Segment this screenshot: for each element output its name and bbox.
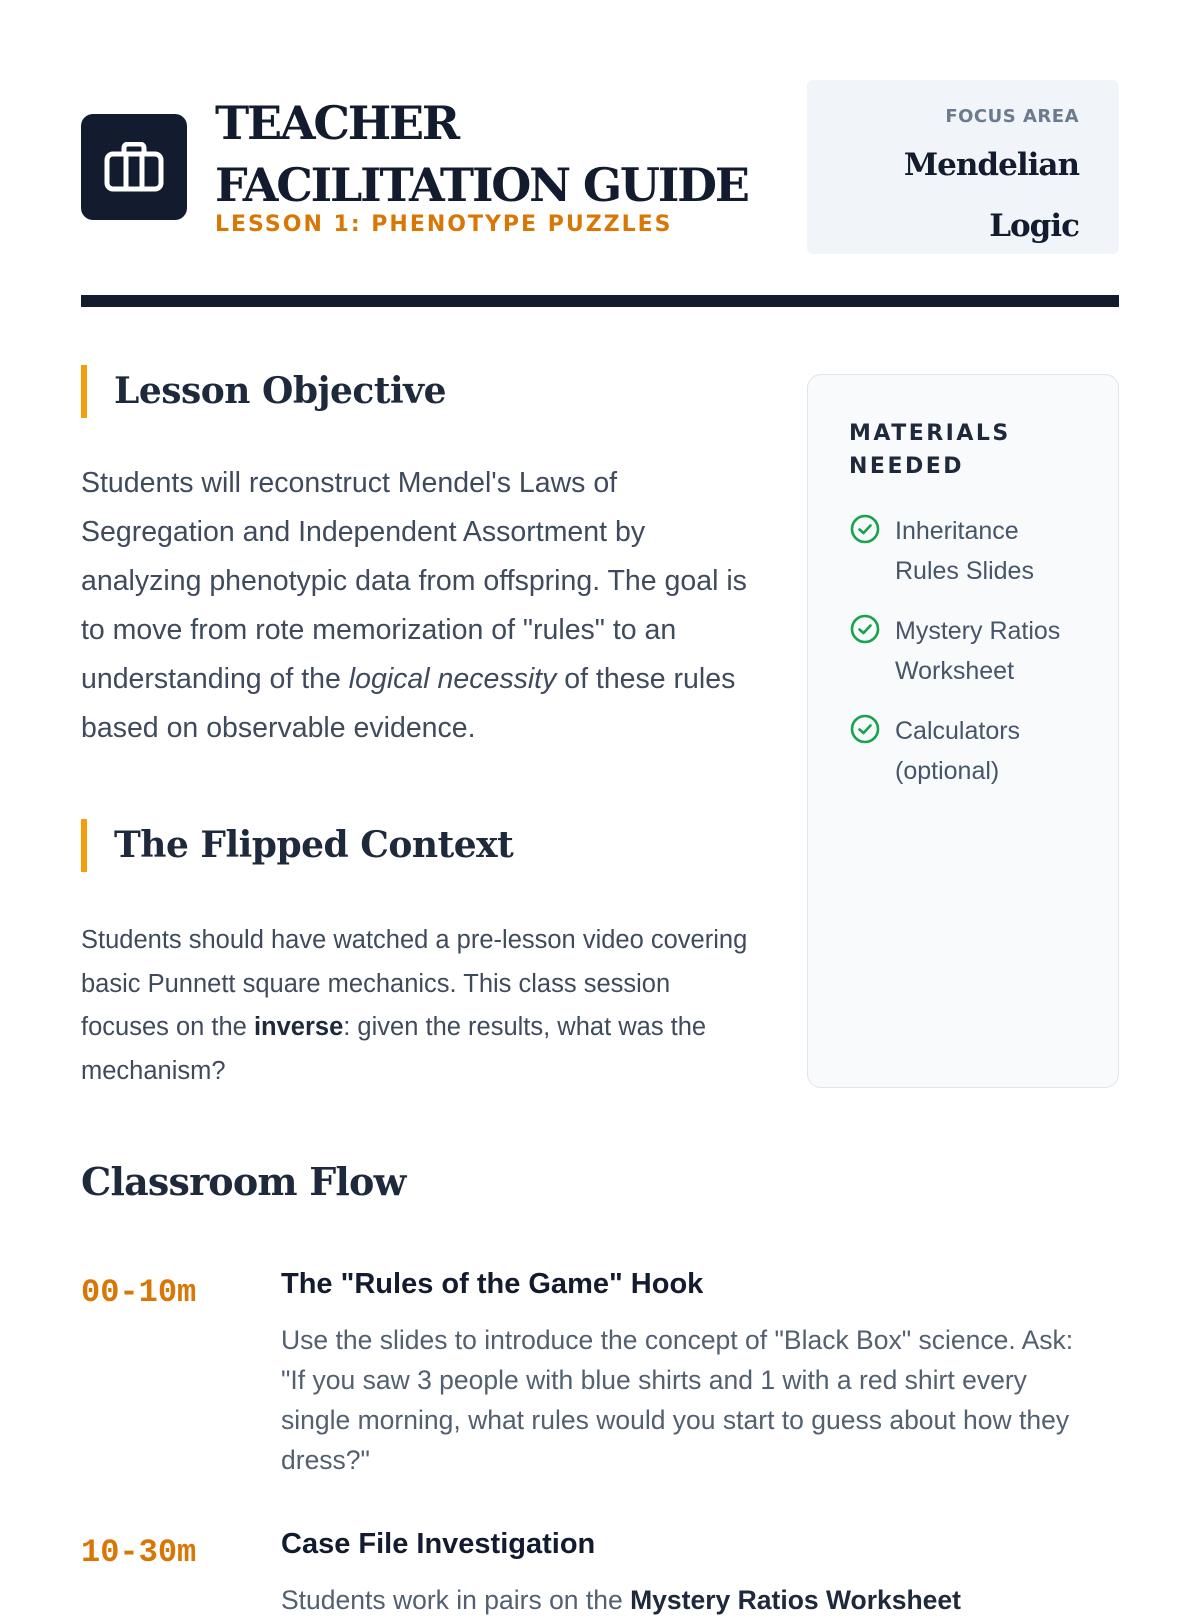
material-item-label: Mystery Ratios Worksheet	[895, 617, 1061, 685]
material-item-label: Calculators (optional)	[895, 717, 1021, 785]
flipped-text: Students should have watched a pre-lesson video covering basic Punnett square mechanics. This class session focuses on the inverse: given the results, what was the mechanism?	[81, 926, 748, 1085]
flow-step-time: 00-10m	[81, 1274, 197, 1311]
flipped-heading: The Flipped Context	[81, 819, 513, 872]
lesson-subtitle: LESSON 1: PHENOTYPE PUZZLES	[215, 212, 673, 237]
page-title: TEACHER FACILITATION GUIDE	[215, 96, 748, 212]
briefcase-icon	[81, 114, 187, 220]
material-item-label: Inheritance Rules Slides	[895, 517, 1034, 585]
overview-section	[81, 307, 1119, 1093]
objective-heading: Lesson Objective	[81, 365, 446, 418]
flow-step-bold: Mystery Ratios Worksheet	[630, 1585, 961, 1615]
flow-step-heading: Case File Investigation	[281, 1528, 596, 1560]
material-item	[849, 611, 1088, 691]
material-item	[849, 511, 1088, 591]
focus-area-value: Mendelian Logic	[903, 147, 1079, 244]
header-divider	[81, 295, 1119, 307]
check-circle-icon	[849, 613, 881, 645]
materials-title: MATERIALS NEEDED	[849, 421, 1011, 479]
flow-step-text: Use the slides to introduce the concept of "Black Box" science. Ask: "If you saw 3 people with blue shirts and 1 with a red shirt every single morning, what rules would you start to guess about how they dress?"	[281, 1325, 1074, 1475]
flow-step-text: Students work in pairs on the Mystery Ratios Worksheet	[281, 1585, 961, 1615]
focus-area-label: FOCUS AREA	[945, 106, 1079, 127]
material-item	[849, 711, 1088, 791]
check-circle-icon	[849, 713, 881, 745]
classroom-flow-heading: Classroom Flow	[81, 1159, 406, 1204]
flow-step-heading: The "Rules of the Game" Hook	[281, 1268, 704, 1300]
check-circle-icon	[849, 513, 881, 545]
objective-emphasis: logical necessity	[348, 663, 557, 695]
objective-text: Students will reconstruct Mendel's Laws of Segregation and Independent Assortment by analyzing phenotypic data from offspring. The goal is to move from rote memorization of "rules" to an understanding of the logical necessity of these rules based on observable evidence.	[81, 467, 747, 744]
focus-area-card	[807, 80, 1119, 254]
flipped-bold: inverse	[253, 1013, 344, 1041]
materials-card	[807, 374, 1119, 1088]
header	[81, 0, 1119, 307]
flow-step-time: 10-30m	[81, 1534, 197, 1571]
